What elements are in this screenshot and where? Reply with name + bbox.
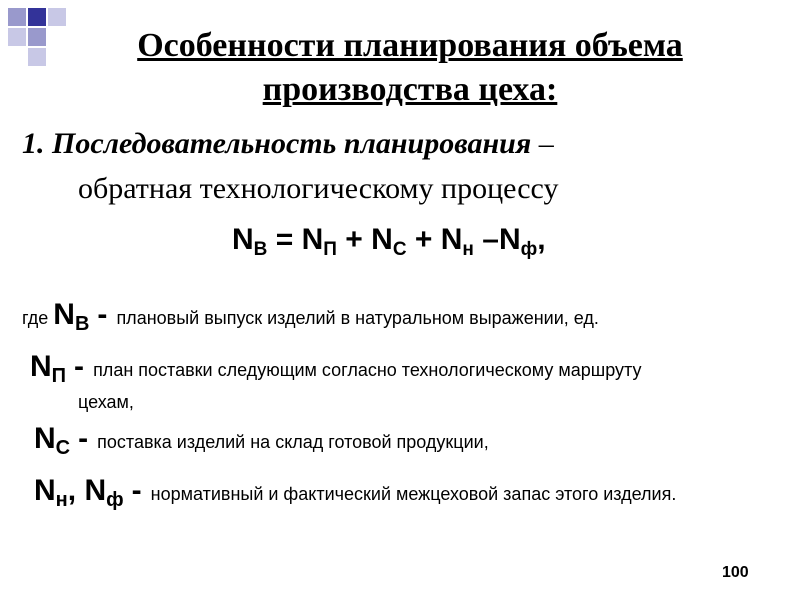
definition-np xyxy=(30,350,642,387)
formula-subscript: н xyxy=(462,239,474,260)
definition-text: поставка изделий на склад готовой продукции, xyxy=(97,432,489,452)
definition-dash: - xyxy=(97,298,108,331)
formula-symbol: N xyxy=(301,223,324,256)
definition-nv xyxy=(22,298,599,335)
formula-comma: , xyxy=(537,223,546,256)
slide-title-line2: производства цеха: xyxy=(262,71,558,108)
decoration-square xyxy=(8,8,26,26)
definition-text: план поставки следующим согласно технологическому маршруту xyxy=(93,360,642,380)
formula-subscript: В xyxy=(253,239,268,260)
slide-title xyxy=(50,24,770,112)
definition-dash: - xyxy=(131,474,142,507)
decoration-square xyxy=(28,28,46,46)
point-continuation: обратная технологическому процессу xyxy=(78,172,559,205)
formula-subscript: ф xyxy=(520,239,538,260)
definition-text: плановый выпуск изделий в натуральном выражении, ед. xyxy=(116,308,599,328)
formula-operator: – xyxy=(473,223,499,256)
formula-symbol: N xyxy=(498,223,521,256)
definition-symbol: $N_н$, $N_ф$ xyxy=(34,474,124,511)
page-number: 100 xyxy=(722,564,749,581)
formula-operator: + xyxy=(406,223,441,256)
point-emphasis: Последовательность планирования xyxy=(52,127,532,160)
formula-operator: + xyxy=(336,223,372,256)
decoration-square xyxy=(28,8,46,26)
formula-subscript: С xyxy=(392,239,407,260)
where-label: где xyxy=(22,308,49,328)
definition-symbol: $N_П$ xyxy=(30,350,67,387)
definition-dash: - xyxy=(74,350,85,383)
definition-symbol: $N_В$ xyxy=(53,298,90,335)
point-heading xyxy=(22,122,554,166)
formula-operator: = xyxy=(267,223,302,256)
formula-symbol: N xyxy=(232,223,254,256)
formula-symbol: N xyxy=(371,223,393,256)
formula-subscript: П xyxy=(323,239,337,260)
formula xyxy=(232,218,546,262)
definition-symbol: $N_С$ xyxy=(34,422,71,459)
decoration-square xyxy=(28,48,46,66)
point-number: 1. xyxy=(22,127,45,160)
definition-np-continued: цехам, xyxy=(78,392,134,412)
point-dash: – xyxy=(538,127,554,160)
definition-dash: - xyxy=(78,422,89,455)
definition-text: нормативный и фактический межцеховой запас этого изделия. xyxy=(150,484,677,504)
definition-nc xyxy=(34,422,489,459)
decoration-square xyxy=(8,28,26,46)
definition-nn-nf xyxy=(34,474,677,511)
formula-symbol: N xyxy=(440,223,463,256)
slide-title-line1: Особенности планирования объема xyxy=(137,27,683,64)
